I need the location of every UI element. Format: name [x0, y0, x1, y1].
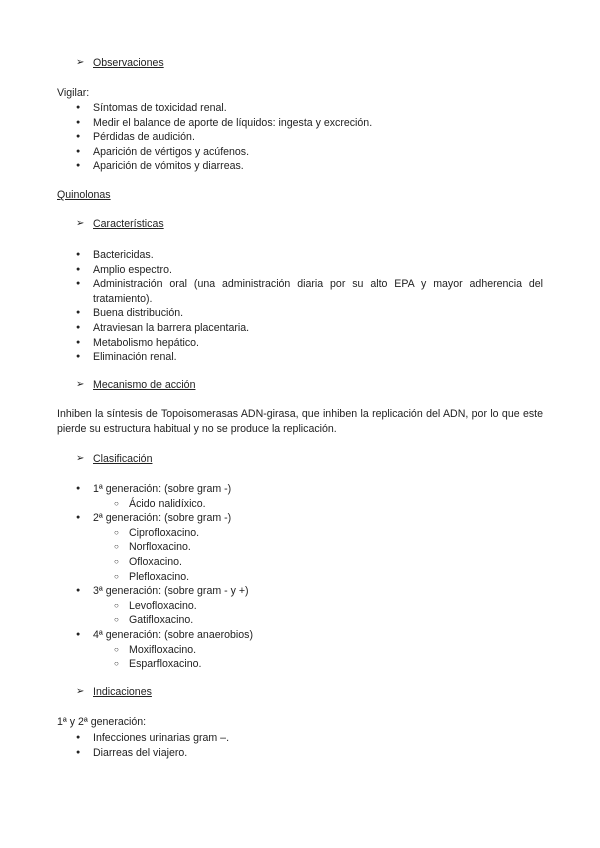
- clasificacion-list: [57, 482, 543, 672]
- drug-item: ○ Moxifloxacino.: [93, 643, 543, 658]
- list-item: ● Pérdidas de audición.: [57, 130, 543, 145]
- arrow-bullet-icon: ➢: [76, 218, 85, 229]
- generacion-item: [57, 511, 543, 584]
- generacion-item: [57, 482, 543, 511]
- list-item: ● Aparición de vómitos y diarreas.: [57, 159, 543, 174]
- list-item: ● Diarreas del viajero.: [57, 746, 543, 761]
- list-item: ● Buena distribución.: [57, 306, 543, 321]
- drug-list: [93, 497, 543, 512]
- list-item: ● Bactericidas.: [57, 248, 543, 263]
- list-item: ● Infecciones urinarias gram –.: [57, 731, 543, 746]
- generacion-item: [57, 584, 543, 628]
- arrow-bullet-icon: ➢: [76, 379, 85, 390]
- arrow-bullet-icon: ➢: [76, 686, 85, 697]
- list-item: ● Metabolismo hepático.: [57, 336, 543, 351]
- caracteristicas-list: [57, 248, 543, 365]
- drug-item: ○ Norfloxacino.: [93, 540, 543, 555]
- drug-list: [93, 599, 543, 628]
- generacion-label: 1ª generación: (sobre gram -): [93, 483, 232, 495]
- arrow-bullet-icon: ➢: [76, 453, 85, 464]
- drug-list: [93, 643, 543, 672]
- generacion-label: 4ª generación: (sobre anaerobios): [93, 628, 253, 641]
- mecanismo-text: Inhiben la síntesis de Topoisomerasas ADN-girasa, que inhiben la replicación del ADN, por lo que este pierde su estructura habitual y no se produce la replicación.: [57, 408, 543, 435]
- indicaciones-group-label: 1ª y 2ª generación:: [57, 716, 147, 728]
- drug-item: ○ Gatifloxacino.: [93, 613, 543, 628]
- drug-item: ○ Ciprofloxacino.: [93, 526, 543, 541]
- observaciones-list: [57, 101, 543, 174]
- indicaciones-heading: Indicaciones: [93, 686, 152, 698]
- drug-item: ○ Levofloxacino.: [93, 599, 543, 614]
- list-item: ● Medir el balance de aporte de líquidos: ingesta y excreción.: [57, 116, 543, 131]
- list-item: ● Aparición de vértigos y acúfenos.: [57, 145, 543, 160]
- drug-item: ○ Plefloxacino.: [93, 570, 543, 585]
- list-item: ● Eliminación renal.: [57, 350, 543, 365]
- quinolonas-title: Quinolonas: [57, 189, 111, 201]
- drug-list: [93, 526, 543, 584]
- drug-item: ○ Ofloxacino.: [93, 555, 543, 570]
- drug-item: ○ Ácido nalidíxico.: [93, 497, 543, 512]
- generacion-label: 3ª generación: (sobre gram - y +): [93, 585, 249, 598]
- list-item: ● Atraviesan la barrera placentaria.: [57, 321, 543, 336]
- arrow-bullet-icon: ➢: [76, 57, 85, 68]
- drug-item: ○ Esparfloxacino.: [93, 657, 543, 672]
- caracteristicas-heading: Características: [93, 218, 164, 230]
- clasificacion-heading: Clasificación: [93, 453, 153, 465]
- list-item: ● Administración oral (una administración diaria por su alto EPA y mayor adherencia del tratamiento).: [57, 277, 543, 306]
- observaciones-heading: Observaciones: [93, 57, 164, 69]
- mecanismo-heading: Mecanismo de acción: [93, 379, 196, 391]
- list-item: ● Síntomas de toxicidad renal.: [57, 101, 543, 116]
- generacion-label: 2ª generación: (sobre gram -): [93, 512, 232, 525]
- list-item: ● Amplio espectro.: [57, 263, 543, 278]
- vigilar-label: Vigilar:: [57, 87, 90, 99]
- indicaciones-list: [57, 731, 543, 760]
- generacion-item: [57, 628, 543, 672]
